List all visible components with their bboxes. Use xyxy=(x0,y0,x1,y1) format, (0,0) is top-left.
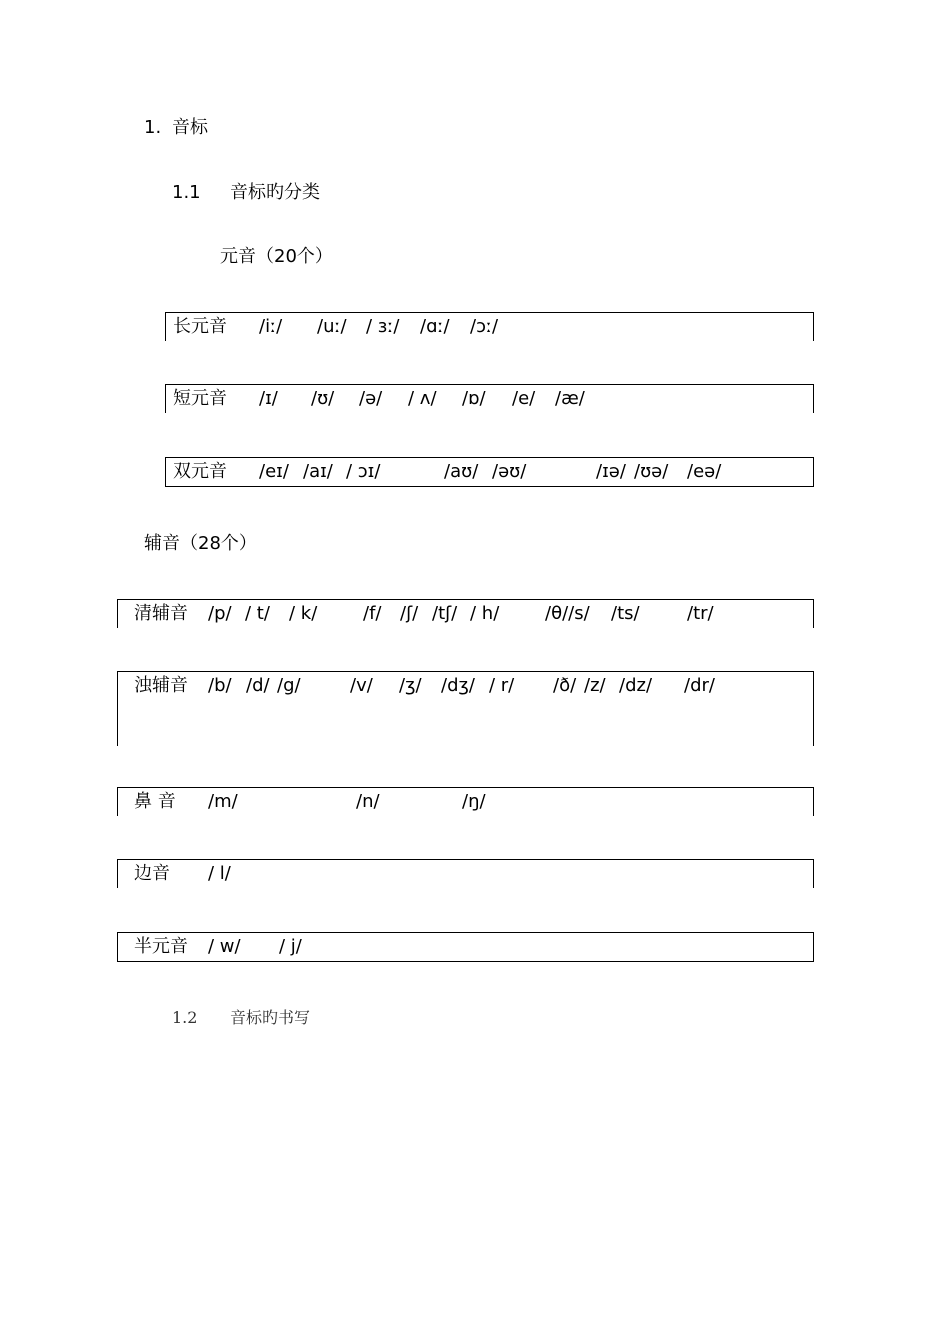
phonetic-symbol: /p/ xyxy=(208,603,232,624)
phonetic-symbol: /b/ xyxy=(208,675,232,696)
phonetic-symbol: /eɪ/ xyxy=(259,461,289,482)
phonetic-symbol: /d/ xyxy=(246,675,270,696)
phonetic-symbol: /ɪə/ xyxy=(596,461,626,482)
phonetic-symbol: /iː/ xyxy=(259,316,283,337)
section-1-2-title: 音标旳书写 xyxy=(230,1008,311,1027)
phonetic-symbol: /uː/ xyxy=(317,316,347,337)
phonetic-symbol: /n/ xyxy=(356,791,380,812)
heading-number: 1. xyxy=(144,117,162,138)
phonetic-symbol: / w/ xyxy=(208,936,241,957)
phonetic-symbol: /ts/ xyxy=(611,603,640,624)
phonetic-symbol: /dz/ xyxy=(619,675,653,696)
phonetic-symbol: /əʊ/ xyxy=(492,461,527,482)
long-vowels-box xyxy=(165,312,814,341)
section-1-1-title: 音标旳分类 xyxy=(230,182,320,203)
phonetic-symbol: /e/ xyxy=(512,388,536,409)
phonetic-symbol: / ɜː/ xyxy=(366,316,400,337)
row-label: 鼻 音 xyxy=(134,791,176,812)
row-label: 浊辅音 xyxy=(134,675,188,696)
lateral-consonants-box xyxy=(117,859,814,888)
row-label: 短元音 xyxy=(173,388,227,409)
phonetic-symbol: /ʊə/ xyxy=(634,461,669,482)
phonetic-symbol: /eə/ xyxy=(687,461,722,482)
phonetic-symbol: / j/ xyxy=(279,936,302,957)
phonetic-symbol: /v/ xyxy=(350,675,373,696)
section-1-2-number: 1.2 xyxy=(172,1008,198,1027)
phonetic-symbol: /ɒ/ xyxy=(462,388,486,409)
section-1-1-number: 1.1 xyxy=(172,182,201,203)
row-label: 双元音 xyxy=(173,461,227,482)
row-label: 长元音 xyxy=(173,316,227,337)
phonetic-symbol: /ʃ/ xyxy=(400,603,419,624)
row-label: 边音 xyxy=(134,863,170,884)
vowels-title: 元音（20个） xyxy=(220,246,333,267)
phonetic-symbol: /ʊ/ xyxy=(311,388,335,409)
phonetic-symbol: /ʒ/ xyxy=(399,675,422,696)
phonetic-symbol: / t/ xyxy=(245,603,270,624)
phonetic-symbol: /dʒ/ xyxy=(441,675,475,696)
phonetic-symbol: /m/ xyxy=(208,791,238,812)
voiceless-consonants-box xyxy=(117,599,814,628)
phonetic-symbol: / ɔɪ/ xyxy=(346,461,381,482)
phonetic-symbol: /ɔː/ xyxy=(470,316,499,337)
heading-title: 音标 xyxy=(172,117,208,138)
phonetic-symbol: /ð/ xyxy=(553,675,577,696)
row-label: 清辅音 xyxy=(134,603,188,624)
phonetic-symbol: /tʃ/ xyxy=(432,603,458,624)
row-label: 半元音 xyxy=(134,936,188,957)
phonetic-symbol: /ə/ xyxy=(359,388,383,409)
voiced-consonants-box xyxy=(117,671,814,746)
phonetic-symbol: /dr/ xyxy=(684,675,715,696)
phonetic-symbol: / h/ xyxy=(470,603,500,624)
phonetic-symbol: / r/ xyxy=(489,675,515,696)
phonetic-symbol: /tr/ xyxy=(687,603,714,624)
phonetic-symbol: /z/ xyxy=(584,675,606,696)
short-vowels-box xyxy=(165,384,814,413)
phonetic-symbol: / l/ xyxy=(208,863,231,884)
phonetic-symbol: /g/ xyxy=(277,675,301,696)
phonetic-symbol: /f/ xyxy=(363,603,382,624)
phonetic-symbol: /aʊ/ xyxy=(444,461,479,482)
phonetic-symbol: /æ/ xyxy=(555,388,585,409)
nasal-consonants-box xyxy=(117,787,814,816)
phonetic-symbol: /aɪ/ xyxy=(303,461,333,482)
semivowel-consonants-box xyxy=(117,932,814,962)
phonetic-symbol: /ɪ/ xyxy=(259,388,278,409)
phonetic-symbol: /θ//s/ xyxy=(545,603,590,624)
phonetic-symbol: /ɑː/ xyxy=(420,316,450,337)
diphthongs-box xyxy=(165,457,814,487)
phonetic-symbol: / ʌ/ xyxy=(408,388,437,409)
phonetic-symbol: / k/ xyxy=(289,603,318,624)
phonetic-symbol: /ŋ/ xyxy=(462,791,486,812)
consonants-title: 辅音（28个） xyxy=(144,533,257,554)
